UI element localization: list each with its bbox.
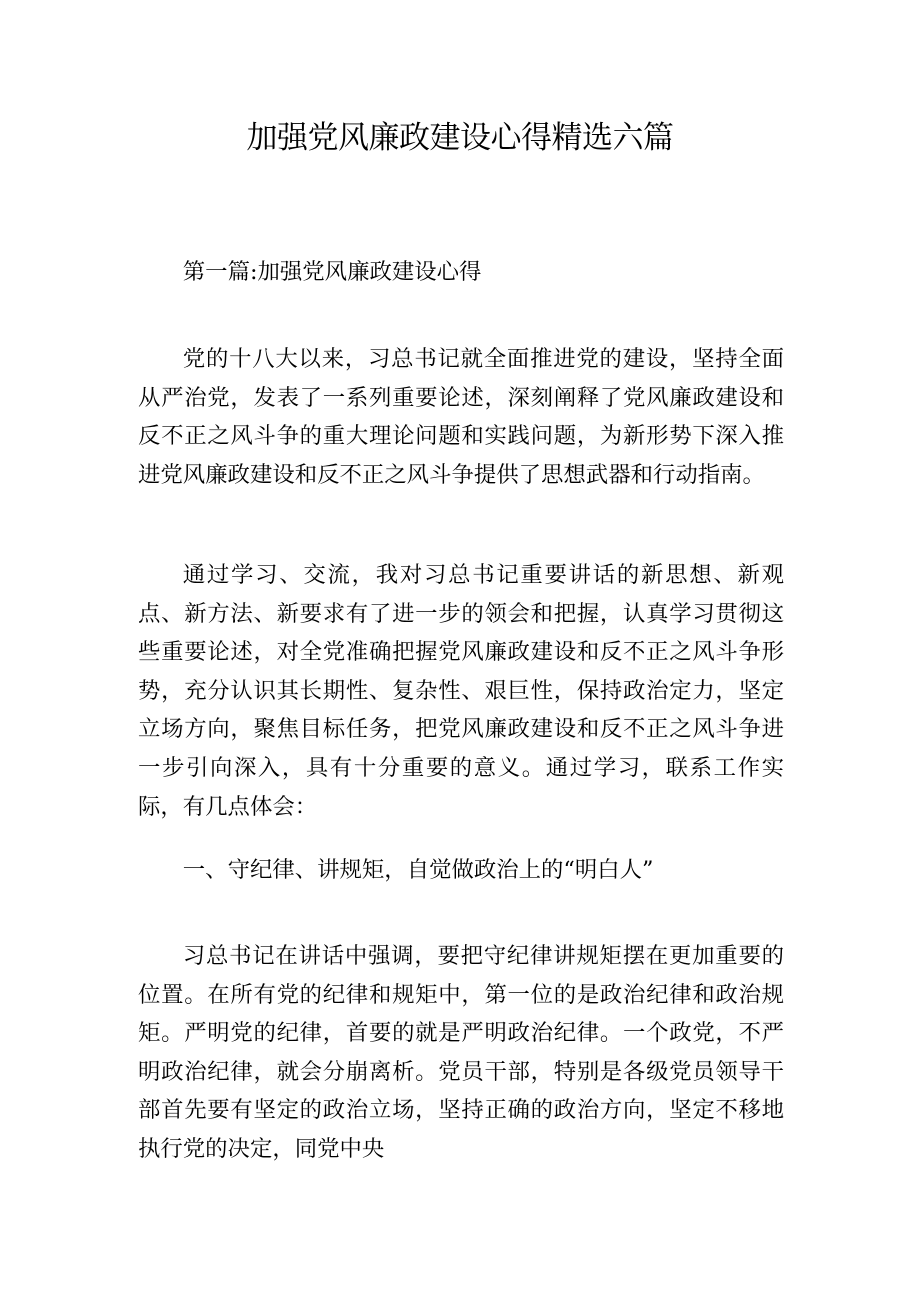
paragraph-2: 通过学习、交流，我对习总书记重要讲话的新思想、新观点、新方法、新要求有了进一步的领会和把握，认真学习贯彻这些重要论述，对全党准确把握党风廉政建设和反不正之风斗争形势，充分认识其长期性、复杂性、艰巨性，保持政治定力，坚定立场方向，聚焦目标任务，把党风廉政建设和反不正之风斗争进一步引向深入，具有十分重要的意义。通过学习，联系工作实际，有几点体会： [138,562,784,820]
section-title: 第一篇:加强党风廉政建设心得 [182,259,482,285]
subheading-1: 一、守纪律、讲规矩，自觉做政治上的“明白人” [182,857,654,883]
paragraph-3: 习总书记在讲话中强调，要把守纪律讲规矩摆在更加重要的位置。在所有党的纪律和规矩中，第一位的是政治纪律和政治规矩。严明党的纪律，首要的就是严明政治纪律。一个政党，不严明政治纪律，就会分崩离析。党员干部，特别是各级党员领导干部首先要有坚定的政治立场，坚持正确的政治方向，坚定不移地执行党的决定，同党中央 [138,943,784,1162]
document-title: 加强党风廉政建设心得精选六篇 [246,120,674,156]
paragraph-1: 党的十八大以来，习总书记就全面推进党的建设，坚持全面从严治党，发表了一系列重要论述，深刻阐释了党风廉政建设和反不正之风斗争的重大理论问题和实践问题，为新形势下深入推进党风廉政建设和反不正之风斗争提供了思想武器和行动指南。 [138,346,784,488]
